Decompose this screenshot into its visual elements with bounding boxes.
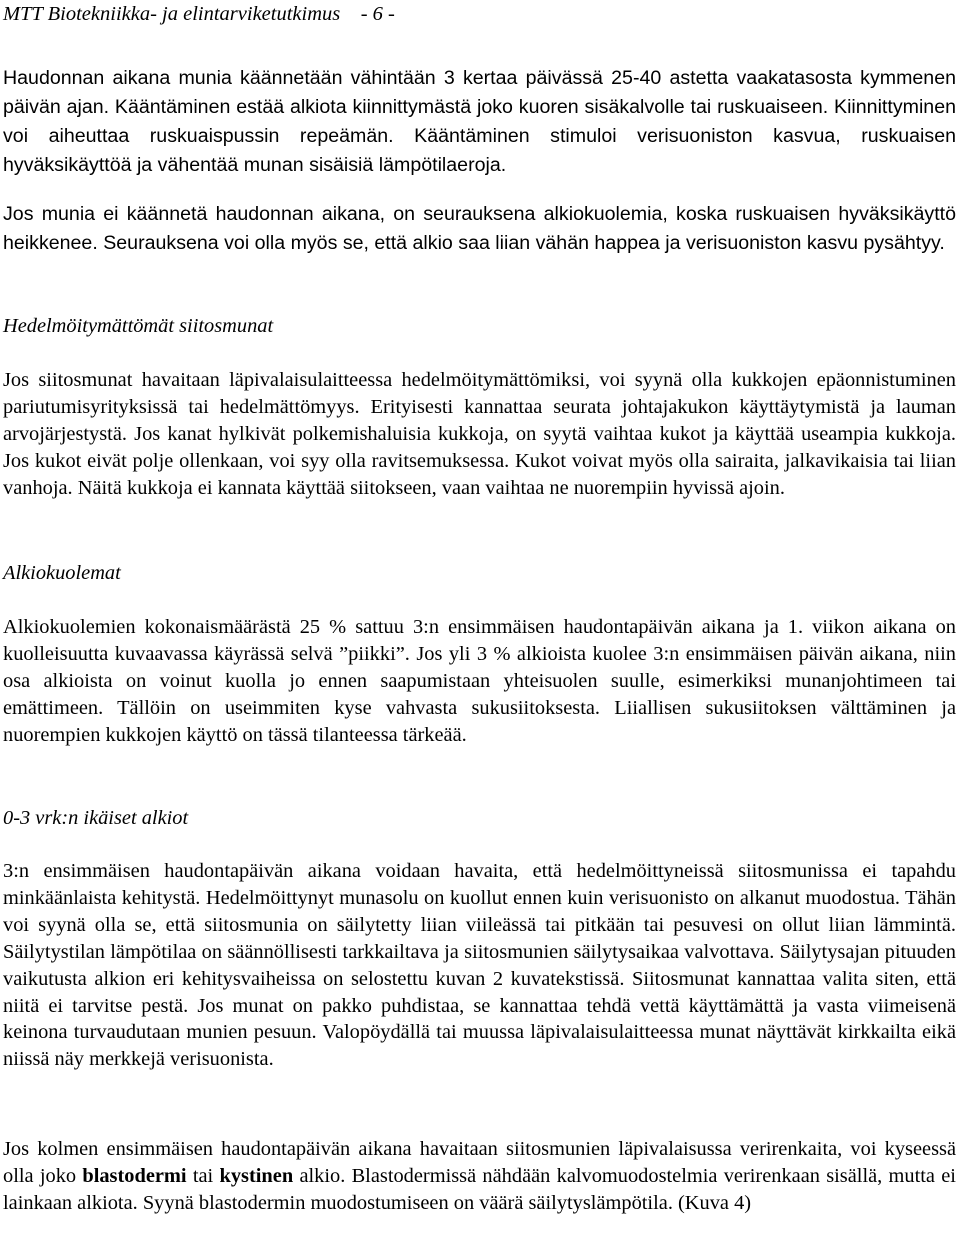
infertile-paragraph: Jos siitosmunat havaitaan läpivalaisulaitteessa hedelmöitymättömiksi, voi syynä olla kukkojen epäonnistuminen pariutumisyrityksissä tai hedelmättömyys. Erityisesti kannattaa seurata johtajakukon käyttäytymistä ja lauman arvojärjestystä. Jos kanat hylkivät polkemishaluisia kukkoja, on syytä vaihtaa kukot ja käyttää useampia kukkoja. Jos kukot eivät polje ollenkaan, voi syy olla ravitsemuksessa. Kukot voivat myös olla sairaita, jalkavikaisia tai liian vanhoja. Näitä kukkoja ei kannata käyttää siitokseen, vaan vaihtaa ne nuorempiin hyvissä ajoin. bbox=[3, 369, 956, 499]
page-header bbox=[3, 2, 395, 26]
early-embryos-paragraph-1: 3:n ensimmäisen haudontapäivän aikana voidaan havaita, että hedelmöittyneissä siitosmunissa ei tapahdu minkäänlaista kehitystä. Hedelmöittynyt munasolu on kuollut ennen kuin verisuonisto on alkanut muodostua. Tähän voi syynä olla se, että siitosmunia on säilytetty liian viileässä tai pitkään tai pesuvesi on ollut liian lämmintä. Säilytystilan lämpötilaa on säännöllisesti tarkkailtava ja siitosmunien säilytysaikaa valvottava. Säilytysajan pituuden vaikutusta alkion eri kehitysvaiheissa on selostettu kuvan 2 kuvatekstissä. Siitosmunat kannattaa valita siten, että niitä ei tarvitse pestä. Jos munat on pakko puhdistaa, se kannattaa tehdä vettä käyttämättä ja vasta viimeisenä keinona turvaudutaan munien pesuun. Valopöydällä tai muussa läpivalaisulaitteessa munat näyttävät kirkkailta eikä niissä näy merkkejä verisuonista. bbox=[3, 860, 956, 1071]
paragraph-2-connector: tai bbox=[192, 1164, 214, 1187]
early-embryos-paragraph-2 bbox=[3, 1136, 956, 1217]
term-cystic: kystinen bbox=[219, 1164, 294, 1187]
term-blastoderm: blastodermi bbox=[82, 1164, 187, 1187]
paragraph-2-text-end: alkio. Blastodermissä nähdään kalvomuodostelmia verirenkaan sisällä, mutta ei lainkaan alkiota. Syynä blastodermin muodostumiseen on väärä säilytyslämpötila. (Kuva 4) bbox=[3, 1164, 956, 1214]
header-page-number: - 6 - bbox=[360, 3, 395, 25]
heading-infertile-eggs: Hedelmöitymättömät siitosmunat bbox=[3, 315, 274, 337]
heading-embryo-deaths: Alkiokuolemat bbox=[3, 562, 121, 584]
turning-paragraph-2: Jos munia ei käännetä haudonnan aikana, on seurauksena alkiokuolemia, koska ruskuaisen hyväksikäyttö heikkenee. Seurauksena voi olla myös se, että alkio saa liian vähän happea ja verisuoniston kasvu pysähtyy. bbox=[3, 203, 956, 254]
turning-paragraph-1: Haudonnan aikana munia käännetään vähintään 3 kertaa päivässä 25-40 astetta vaakatasosta kymmenen päivän ajan. Kääntäminen estää alkiota kiinnittymästä joko kuoren sisäkalvolle tai ruskuaiseen. Kiinnittyminen voi aiheuttaa ruskuaispussin repeämän. Kääntäminen stimuloi verisuoniston kasvua, ruskuaisen hyväksikäyttöä ja vähentää munan sisäisiä lämpötilaeroja. bbox=[3, 67, 956, 176]
header-source: MTT Biotekniikka- ja elintarviketutkimus bbox=[3, 3, 341, 25]
heading-early-embryos: 0-3 vrk:n ikäiset alkiot bbox=[3, 807, 189, 829]
embryo-deaths-paragraph: Alkiokuolemien kokonaismäärästä 25 % sattuu 3:n ensimmäisen haudontapäivän aikana ja 1. viikon aikana on kuolleisuutta kuvaavassa käyrässä selvä ”piikki”. Jos yli 3 % alkioista kuolee 3:n ensimmäisen päivän aikana, niin osa alkioista on voinut kuolla jo ennen saapumistaan yhteisuolen suulle, esimerkiksi munanjohtimeen tai emättimeen. Tällöin on useimmiten kyse vahvasta sukusiitoksesta. Liiallisen sukusiitoksen välttäminen ja nuorempien kukkojen käyttö on tässä tilanteessa tärkeää. bbox=[3, 616, 956, 746]
paragraph-2-text-start: Jos kolmen ensimmäisen haudontapäivän aikana havaitaan siitosmunien läpivalaisussa verirenkaita, voi kyseessä olla joko bbox=[3, 1138, 956, 1187]
